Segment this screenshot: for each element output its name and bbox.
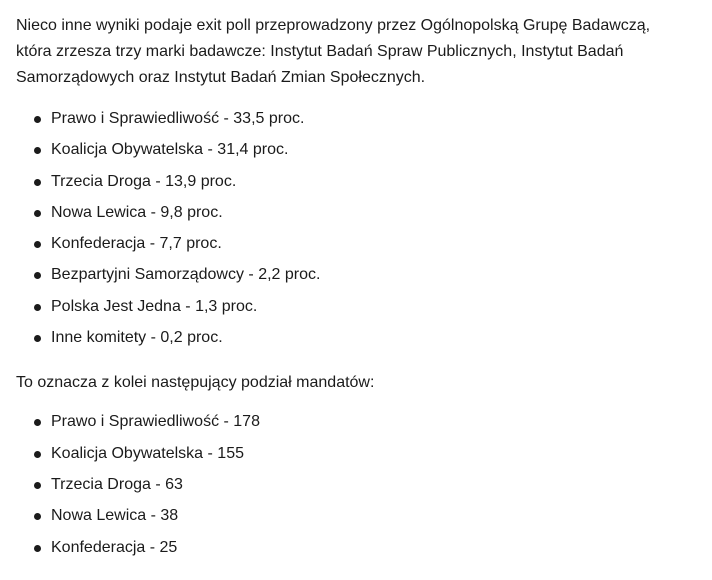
intro-line: Samorządowych oraz Instytut Badań Zmian Społecznych. (16, 69, 426, 86)
list-item-text: Nowa Lewica - 38 (51, 507, 179, 525)
list-item (16, 108, 698, 139)
bullet-icon (34, 116, 41, 123)
intro-paragraph (16, 13, 698, 91)
list-item (16, 233, 698, 264)
list-item-text: Konfederacja - 25 (51, 538, 178, 556)
list-item-text: Trzecia Droga - 13,9 proc. (51, 172, 237, 190)
list-item (16, 327, 698, 358)
list-item-text: Polska Jest Jedna - 1,3 proc. (51, 297, 258, 315)
list-item-text: Bezpartyjni Samorządowcy - 2,2 proc. (51, 266, 321, 284)
bullet-icon (34, 272, 41, 279)
bullet-icon (34, 482, 41, 489)
list-item (16, 202, 698, 233)
seats-paragraph: To oznacza z kolei następujący podział mandatów: (16, 374, 375, 392)
bullet-icon (34, 513, 41, 520)
exit-poll-results-list (16, 108, 698, 358)
list-item-text: Trzecia Droga - 63 (51, 475, 183, 493)
list-item (16, 296, 698, 327)
bullet-icon (34, 179, 41, 186)
list-item (16, 411, 698, 442)
intro-line: Nieco inne wyniki podaje exit poll przeprowadzony przez Ogólnopolską Grupę Badawczą, (16, 17, 651, 34)
bullet-icon (34, 419, 41, 426)
seats-distribution-list (16, 411, 698, 567)
list-item-text: Koalicja Obywatelska - 31,4 proc. (51, 141, 289, 159)
bullet-icon (34, 147, 41, 154)
list-item-text: Koalicja Obywatelska - 155 (51, 444, 244, 462)
bullet-icon (34, 241, 41, 248)
list-item (16, 443, 698, 474)
list-item (16, 537, 698, 568)
list-item-text: Inne komitety - 0,2 proc. (51, 329, 223, 347)
bullet-icon (34, 210, 41, 217)
list-item (16, 474, 698, 505)
list-item (16, 139, 698, 170)
list-item (16, 505, 698, 536)
list-item-text: Prawo i Sprawiedliwość - 178 (51, 413, 260, 431)
bullet-icon (34, 304, 41, 311)
intro-line: która zrzesza trzy marki badawcze: Instytut Badań Spraw Publicznych, Instytut Badań (16, 43, 624, 60)
list-item-text: Nowa Lewica - 9,8 proc. (51, 203, 223, 221)
list-item-text: Konfederacja - 7,7 proc. (51, 235, 222, 253)
bullet-icon (34, 451, 41, 458)
bullet-icon (34, 545, 41, 552)
list-item-text: Prawo i Sprawiedliwość - 33,5 proc. (51, 110, 305, 127)
list-item (16, 171, 698, 202)
list-item (16, 264, 698, 295)
bullet-icon (34, 335, 41, 342)
